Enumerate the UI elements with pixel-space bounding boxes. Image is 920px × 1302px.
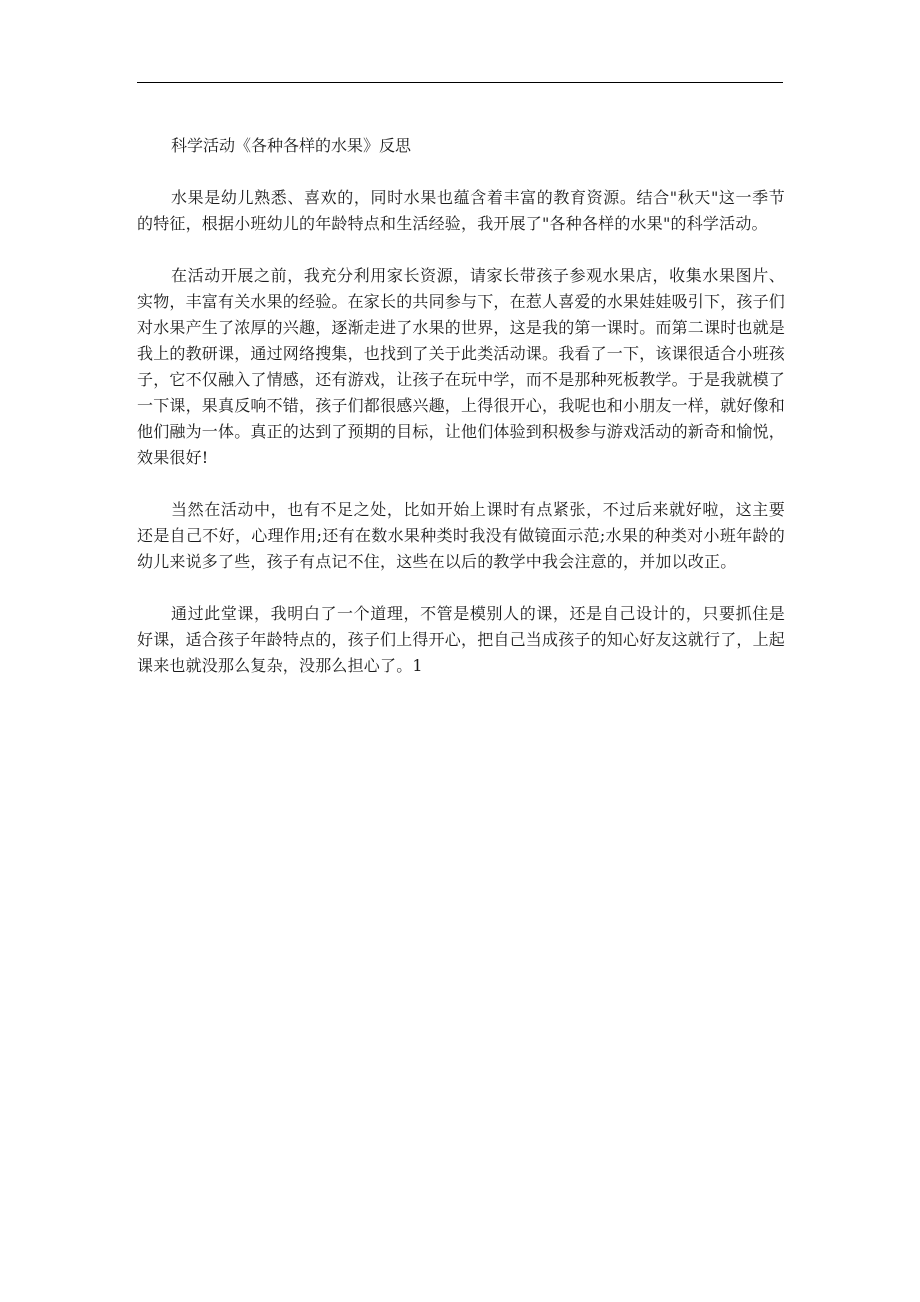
- paragraph-preparation: 在活动开展之前，我充分利用家长资源，请家长带孩子参观水果店，收集水果图片、实物，丰富有关水果的经验。在家长的共同参与下，在惹人喜爱的水果娃娃吸引下，孩子们对水果产生了浓厚的兴趣，逐渐走进了水果的世界，这是我的第一课时。而第二课时也就是我上的教研课，通过网络搜集，也找到了关于此类活动课。我看了一下，该课很适合小班孩子，它不仅融入了情感，还有游戏，让孩子在玩中学，而不是那种死板教学。于是我就模了一下课，果真反响不错，孩子们都很感兴趣，上得很开心，我呢也和小朋友一样，就好像和他们融为一体。真正的达到了预期的目标，让他们体验到积极参与游戏活动的新奇和愉悦，效果很好!: [137, 266, 786, 467]
- header-rule: [137, 82, 783, 83]
- paragraph-intro: 水果是幼儿熟悉、喜欢的，同时水果也蕴含着丰富的教育资源。结合"秋天"这一季节的特征，根据小班幼儿的年龄特点和生活经验，我开展了"各种各样的水果"的科学活动。: [137, 188, 785, 233]
- document-body: [137, 133, 785, 705]
- paragraph-shortcomings: 当然在活动中，也有不足之处，比如开始上课时有点紧张，不过后来就好啦，这主要还是自己不好，心理作用;还有在数水果种类时我没有做镜面示范;水果的种类对小班年龄的幼儿来说多了些，孩子有点记不住，这些在以后的教学中我会注意的，并加以改正。: [137, 500, 785, 571]
- document-title: 科学活动《各种各样的水果》反思: [171, 136, 412, 155]
- paragraph-conclusion: 通过此堂课，我明白了一个道理，不管是模别人的课，还是自己设计的，只要抓住是好课，适合孩子年龄特点的，孩子们上得开心，把自己当成孩子的知心好友这就行了，上起课来也就没那么复杂，没那么担心了。1: [137, 604, 786, 675]
